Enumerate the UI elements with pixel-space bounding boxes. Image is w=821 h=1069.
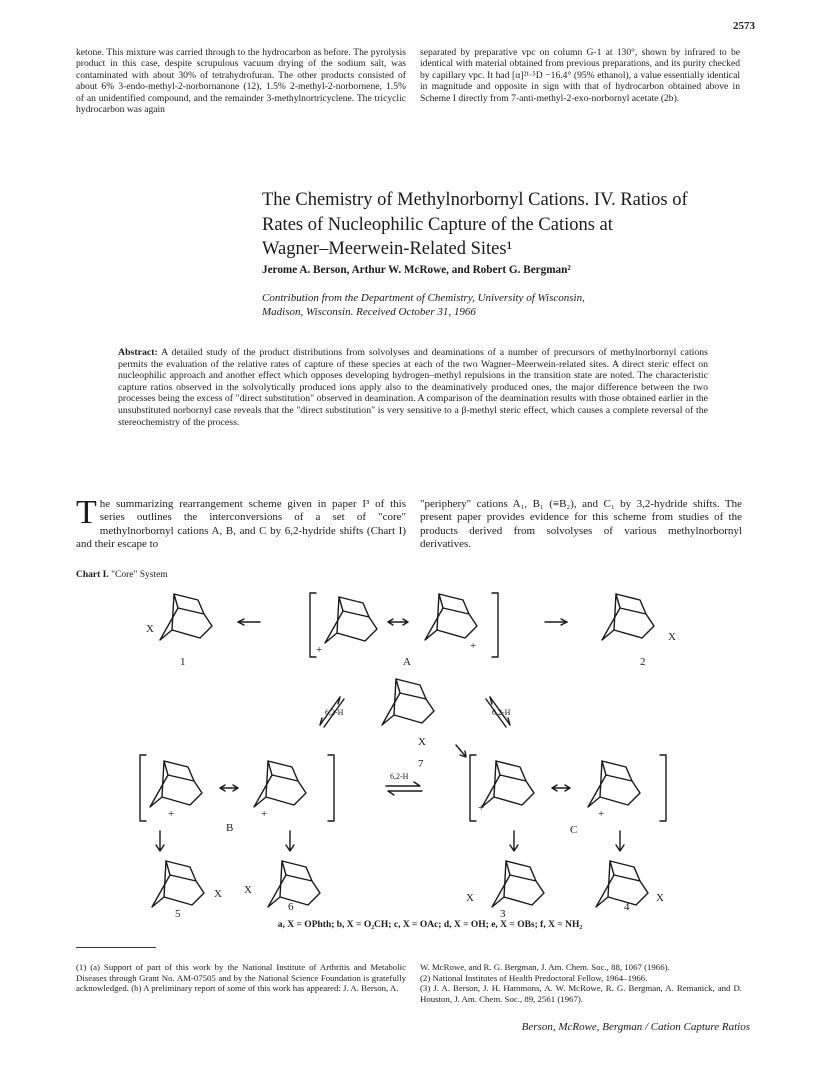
bracket-b-left: [140, 755, 146, 821]
column-right-continuation: [420, 47, 740, 104]
x-label-4: X: [656, 892, 664, 904]
structure-7: [382, 679, 434, 725]
intro-text-right: "periphery" cations A₁, B₁ (≡B₂), and C₁ by 3,2-hydride shifts. The present paper provides evidence for this scheme from studies of the products derived from solvolyses of various methylnorbornyl derivatives.: [420, 498, 742, 551]
arrow-down-to-6: [286, 831, 294, 851]
continuation-text-left: ketone. This mixture was carried through to the hydrocarbon as before. The pyrolysis product in this case, despite scrupulous vacuum drying of the sodium salt, was contaminated with about 30% of tetrahydrofuran. The other products consisted of about 6% 3-endo-methyl-2-norbornanone (12), 1.5% 2-methyl-2-norbornene, 1.5% of an unidentified compound, and the remainder 3-methylnortricyclene. The tricyclic hydrocarbon was again: [76, 47, 406, 116]
running-footer: Berson, McRowe, Bergman / Cation Capture Ratios: [521, 1021, 750, 1033]
structure-a-classical-2: [425, 594, 477, 640]
label-5: 5: [175, 908, 181, 920]
plus-b-1: +: [168, 808, 175, 820]
x-label-3: X: [466, 892, 474, 904]
resonance-arrow-c: [552, 785, 570, 791]
structure-b-classical-2: [254, 761, 306, 807]
title-line-1: The Chemistry of Methylnorbornyl Cations. IV. Ratios of: [262, 190, 688, 210]
plus-a-1: +: [316, 644, 323, 656]
chart-title: "Core" System: [111, 570, 168, 580]
label-b: B: [226, 822, 234, 834]
structure-c-classical-2: [588, 761, 640, 807]
chart-i-scheme: [120, 585, 720, 920]
article-title: [262, 188, 732, 262]
chart-label: Chart I.: [76, 570, 109, 580]
structure-6: [268, 861, 320, 907]
resonance-arrow-b: [220, 785, 238, 791]
label-1: 1: [180, 656, 186, 668]
label-c: C: [570, 824, 578, 836]
title-line-2: Rates of Nucleophilic Capture of the Cations at: [262, 214, 613, 235]
abstract-label: Abstract:: [118, 347, 158, 358]
arrow-down-to-3: [510, 831, 518, 851]
footnote-2: (2) National Institutes of Health Predoctoral Fellow, 1964–1966.: [420, 972, 648, 983]
plus-c-2: +: [598, 808, 605, 820]
x-label-7: X: [418, 736, 426, 748]
footnotes-left: [76, 962, 406, 994]
label-2: 2: [640, 656, 646, 668]
x-label-6: X: [244, 884, 252, 896]
footnote-1-cont: W. McRowe, and R. G. Bergman, J. Am. Chem. Soc., 88, 1067 (1966).: [420, 962, 670, 972]
abstract: [118, 347, 708, 428]
shift-label-mid: 6,2-H: [390, 772, 409, 781]
authors: Jerome A. Berson, Arthur W. McRowe, and Robert G. Bergman²: [262, 264, 571, 276]
affiliation-line-2: Madison, Wisconsin. Received October 31, 1966: [262, 305, 476, 318]
footnote-3: (3) J. A. Berson, J. H. Hammons, A. W. McRowe, R. G. Bergman, A. Remanick, and D. Houston, J. Am. Chem. Soc., 89, 2561 (1967).: [420, 983, 742, 1004]
footnote-rule: [76, 947, 156, 948]
chart-caption: [76, 570, 168, 580]
label-6: 6: [288, 901, 294, 913]
bracket-c-right: [660, 755, 666, 821]
page-number: 2573: [733, 20, 755, 32]
resonance-arrow-a: [388, 619, 408, 625]
affiliation-line-1: Contribution from the Department of Chemistry, University of Wisconsin,: [262, 292, 585, 304]
structure-2: [602, 594, 654, 640]
structure-b-classical-1: [150, 761, 202, 807]
arrow-down-to-4: [616, 831, 624, 851]
shift-label-right: 6,2-H: [492, 708, 511, 717]
structure-5: [152, 861, 204, 907]
footnotes-right: [420, 962, 742, 1004]
structure-a-classical-1: [325, 597, 377, 643]
affiliation: [262, 292, 732, 319]
label-a: A: [403, 656, 411, 668]
bracket-c-left: [470, 755, 476, 821]
label-7: 7: [418, 758, 424, 770]
plus-b-2: +: [261, 808, 268, 820]
substituent-legend: a, X = OPhth; b, X = O₂CH; c, X = OAc; d, X = OH; e, X = OBs; f, X = NH₂: [277, 920, 583, 930]
bracket-a-right: [492, 593, 498, 657]
arrow-down-to-5: [156, 831, 164, 851]
title-line-3: Wagner–Meerwein-Related Sites¹: [262, 239, 513, 259]
x-label-5: X: [214, 888, 222, 900]
bracket-b-right: [328, 755, 334, 821]
continuation-text-right: separated by preparative vpc on column G-1 at 130°, shown by infrared to be identical with material obtained from previous preparations, and its purity checked by capillary vpc. It had [α]²¹·⁵D −16.4° (95% ethanol), a value essentially identical in magnitude and opposite in sign with that of hydrocarbon obtained above in Scheme I directly from 7-anti-methyl-2-exo-norbornyl acetate (2b).: [420, 47, 740, 104]
label-3: 3: [500, 908, 506, 920]
structure-1: [160, 594, 212, 640]
footnote-1: (1) (a) Support of part of this work by the National Institute of Arthritis and Metabolic Diseases through Grant No. AM-07505 and by the National Science Foundation is gratefully acknowledged. (b) A preliminary report of some of this work has appeared: J. A. Berson, A.: [76, 962, 406, 994]
plus-a-2: +: [470, 640, 477, 652]
abstract-text: A detailed study of the product distributions from solvolyses and deaminations of a number of precursors of methylnorbornyl cations permits the evaluation of the relative rates of capture of these species at each of the two Wagner–Meerwein-related sites. A direct steric effect on nucleophilic approach and another effect which opposes developing hydrogen–methyl repulsions in the transition state are noted. The characteristic capture ratios observed in the solvolytically produced ions apply also to the deaminatively produced ones, the major difference between the two processes being the excess of "direct substitution" observed in deamination. A comparison of the deamination results with those obtained earlier in the unsubstituted norbornyl case reveals that the "direct substitution" is very sensitive to a β-methyl steric effect, which causes a complete reversal of the stereochemistry of the process.: [118, 347, 708, 428]
structure-c-classical-1: [482, 761, 534, 807]
drop-cap: T: [76, 494, 97, 531]
structure-3: [492, 861, 544, 907]
column-left-continuation: [76, 47, 406, 115]
x-label-2: X: [668, 631, 676, 643]
shift-label-left: 6,2-H: [325, 708, 344, 717]
intro-column-right: [420, 498, 742, 552]
intro-text-left: he summarizing rearrangement scheme given in paper I³ of this series outlines the interconversions of a set of "core" methylnorbornyl cations A, B, and C by 6,2-hydride shifts (Chart I) and their escape to: [76, 498, 406, 551]
plus-c-1: +: [478, 802, 485, 814]
equilibrium-b-c: [386, 782, 422, 795]
label-4: 4: [624, 901, 630, 913]
x-label-1: X: [146, 623, 154, 635]
structure-4: [596, 861, 648, 907]
arrow-from-7: [456, 745, 466, 757]
intro-column-left: [76, 494, 406, 552]
